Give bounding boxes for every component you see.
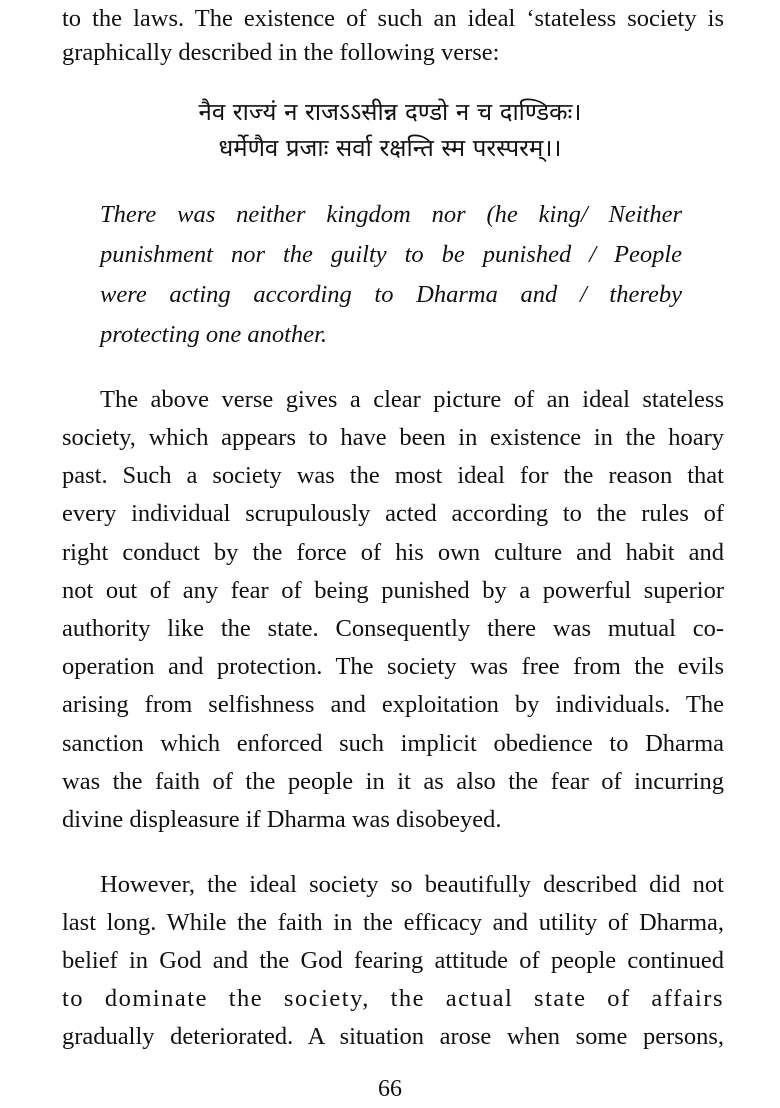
- page-number: 66: [378, 1076, 402, 1102]
- text-line: However, the ideal society so beautifully described did not: [100, 871, 724, 898]
- translation-line: protecting one another.: [100, 321, 328, 348]
- text-line: past. Such a society was the most ideal for the reason that: [62, 462, 724, 489]
- text-line: right conduct by the force of his own culture and habit and: [62, 539, 724, 566]
- text-line: not out of any fear of being punished by a powerful superior: [62, 577, 724, 604]
- text-line: sanction which enforced such implicit obedience to Dharma: [62, 730, 724, 757]
- text-line: operation and protection. The society was free from the evils: [62, 653, 724, 680]
- text-line: graphically described in the following verse:: [62, 39, 500, 66]
- translation-line: were acting according to Dharma and / thereby: [100, 281, 682, 308]
- text-line: belief in God and the God fearing attitude of people continued: [62, 947, 724, 974]
- text-line: to dominate the society, the actual state of affairs: [62, 985, 724, 1012]
- text-line: every individual scrupulously acted according to the rules of: [62, 500, 724, 527]
- text-line: divine displeasure if Dharma was disobeyed.: [62, 806, 502, 833]
- text-line: to the laws. The existence of such an ideal ‘stateless society is: [62, 5, 724, 32]
- verse-line: धर्मेणैव प्रजाः सर्वा रक्षन्ति स्म परस्परम्।।: [218, 134, 562, 162]
- text-line: authority like the state. Consequently there was mutual co-: [62, 615, 724, 642]
- translation-line: There was neither kingdom nor (he king/ Neither: [100, 201, 682, 228]
- text-line: arising from selfishness and exploitation by individuals. The: [62, 691, 724, 718]
- text-line: gradually deteriorated. A situation arose when some persons,: [62, 1023, 724, 1050]
- verse-line: नैव राज्यं न राजऽऽसीन्न दण्डो न च दाण्डिकः।: [198, 98, 582, 126]
- text-line: was the faith of the people in it as also the fear of incurring: [62, 768, 724, 795]
- text-line: The above verse gives a clear picture of an ideal stateless: [100, 386, 724, 413]
- text-line: last long. While the faith in the efficacy and utility of Dharma,: [62, 909, 724, 936]
- translation-line: punishment nor the guilty to be punished / People: [100, 241, 682, 268]
- text-line: society, which appears to have been in existence in the hoary: [62, 424, 724, 451]
